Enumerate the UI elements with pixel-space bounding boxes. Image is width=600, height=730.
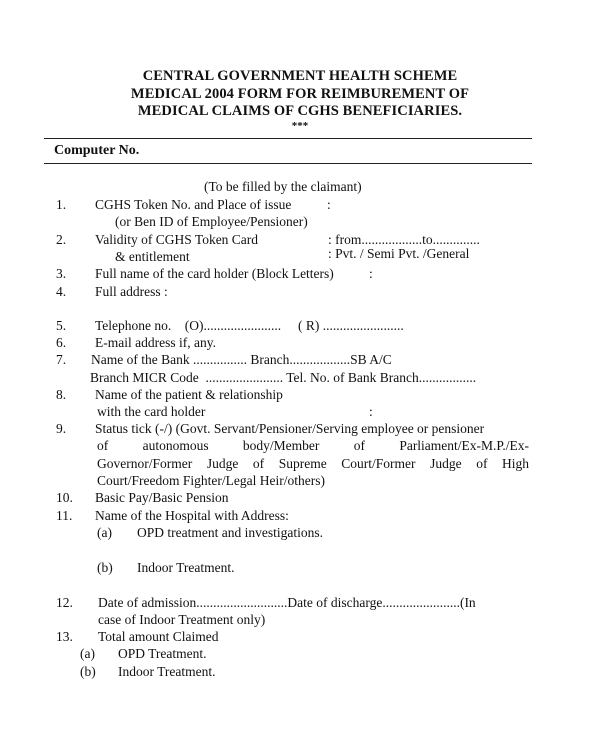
- item-9-line-3-word: Judge: [430, 456, 462, 471]
- instruction-text: (To be filled by the claimant): [204, 179, 362, 194]
- item-9-line-2-word: of: [97, 438, 109, 453]
- item-13a-label: (a): [80, 646, 95, 661]
- item-1-label: CGHS Token No. and Place of issue: [95, 197, 292, 212]
- item-9-line-3-word: Judge: [206, 456, 239, 471]
- item-5-number: 5.: [56, 318, 67, 333]
- item-11b-label: (b): [97, 560, 113, 575]
- item-2-validity-field: : from..................to..............: [328, 232, 480, 247]
- item-9-line-4: Court/Freedom Fighter/Legal Heir/others): [97, 473, 325, 488]
- item-7-bank-line: Name of the Bank ................ Branch..................SB A/C: [91, 352, 392, 367]
- item-11a-text: OPD treatment and investigations.: [137, 525, 323, 540]
- header-line-2: MEDICAL 2004 FORM FOR REIMBUREMENT OF: [130, 86, 470, 102]
- item-2-label: Validity of CGHS Token Card: [95, 232, 259, 247]
- item-9-line-2-word: Parliament/Ex-M.P./Ex-: [399, 438, 530, 453]
- item-10-number: 10.: [56, 490, 73, 505]
- header-line-1: CENTRAL GOVERNMENT HEALTH SCHEME: [142, 68, 458, 84]
- item-13-number: 13.: [56, 629, 73, 644]
- item-11-label: Name of the Hospital with Address:: [95, 508, 289, 523]
- item-8-label: Name of the patient & relationship: [95, 387, 283, 402]
- item-1-number: 1.: [56, 197, 67, 212]
- item-2-sublabel: & entitlement: [115, 249, 190, 264]
- item-9-line-3-word: Court/Former: [341, 456, 416, 471]
- item-9-line-1: Status tick (-/) (Govt. Servant/Pensioner/Serving employee or pensioner: [95, 421, 485, 436]
- item-11-number: 11.: [56, 508, 73, 523]
- item-13b-text: Indoor Treatment.: [118, 664, 216, 679]
- item-4-number: 4.: [56, 284, 67, 299]
- item-2-entitlement-field: : Pvt. / Semi Pvt. /General: [328, 246, 470, 261]
- item-8-colon: :: [369, 404, 373, 419]
- item-9-line-2-word: of: [353, 438, 365, 453]
- item-11a-label: (a): [97, 525, 112, 540]
- item-9-line-3-word: Governor/Former: [97, 456, 193, 471]
- item-3-number: 3.: [56, 266, 67, 281]
- item-8-number: 8.: [56, 387, 67, 402]
- item-1-colon: :: [327, 197, 331, 212]
- header-stars: ***: [291, 120, 309, 132]
- item-9-line-3: [97, 457, 529, 471]
- item-9-line-2: [97, 439, 529, 453]
- item-2-number: 2.: [56, 232, 67, 247]
- item-5-label: Telephone no. (O)....................... ( R) ........................: [95, 318, 404, 333]
- item-8-sublabel: with the card holder: [97, 404, 206, 419]
- item-6-label: E-mail address if, any.: [95, 335, 216, 350]
- item-4-label: Full address :: [95, 284, 168, 299]
- item-9-number: 9.: [56, 421, 67, 436]
- item-11b-text: Indoor Treatment.: [137, 560, 235, 575]
- item-9-line-3-word: High: [502, 456, 530, 471]
- item-12-number: 12.: [56, 595, 73, 610]
- item-3-colon: :: [369, 266, 373, 281]
- item-13b-label: (b): [80, 664, 96, 679]
- item-1-sublabel: (or Ben ID of Employee/Pensioner): [115, 214, 308, 229]
- item-9-line-3-word: Supreme: [278, 456, 327, 471]
- header-line-3: MEDICAL CLAIMS OF CGHS BENEFICIARIES.: [137, 103, 463, 119]
- item-3-label: Full name of the card holder (Block Letters): [95, 266, 334, 281]
- bottom-divider: [44, 163, 532, 164]
- item-7-micr-line: Branch MICR Code ....................... Tel. No. of Bank Branch.................: [90, 370, 477, 385]
- item-6-number: 6.: [56, 335, 67, 350]
- item-10-label: Basic Pay/Basic Pension: [95, 490, 229, 505]
- item-13a-text: OPD Treatment.: [118, 646, 207, 661]
- item-7-number: 7.: [56, 352, 67, 367]
- computer-no-label: Computer No.: [54, 143, 140, 158]
- top-divider: [44, 138, 532, 139]
- item-12-dates-line: Date of admission...........................Date of discharge.......................(In: [98, 595, 476, 610]
- item-9-line-3-word: of: [252, 456, 265, 471]
- item-12-note: case of Indoor Treatment only): [98, 612, 266, 627]
- item-13-label: Total amount Claimed: [98, 629, 219, 644]
- item-9-line-2-word: body/Member: [242, 438, 320, 453]
- item-9-line-2-word: autonomous: [142, 438, 209, 453]
- item-9-line-3-word: of: [476, 456, 488, 471]
